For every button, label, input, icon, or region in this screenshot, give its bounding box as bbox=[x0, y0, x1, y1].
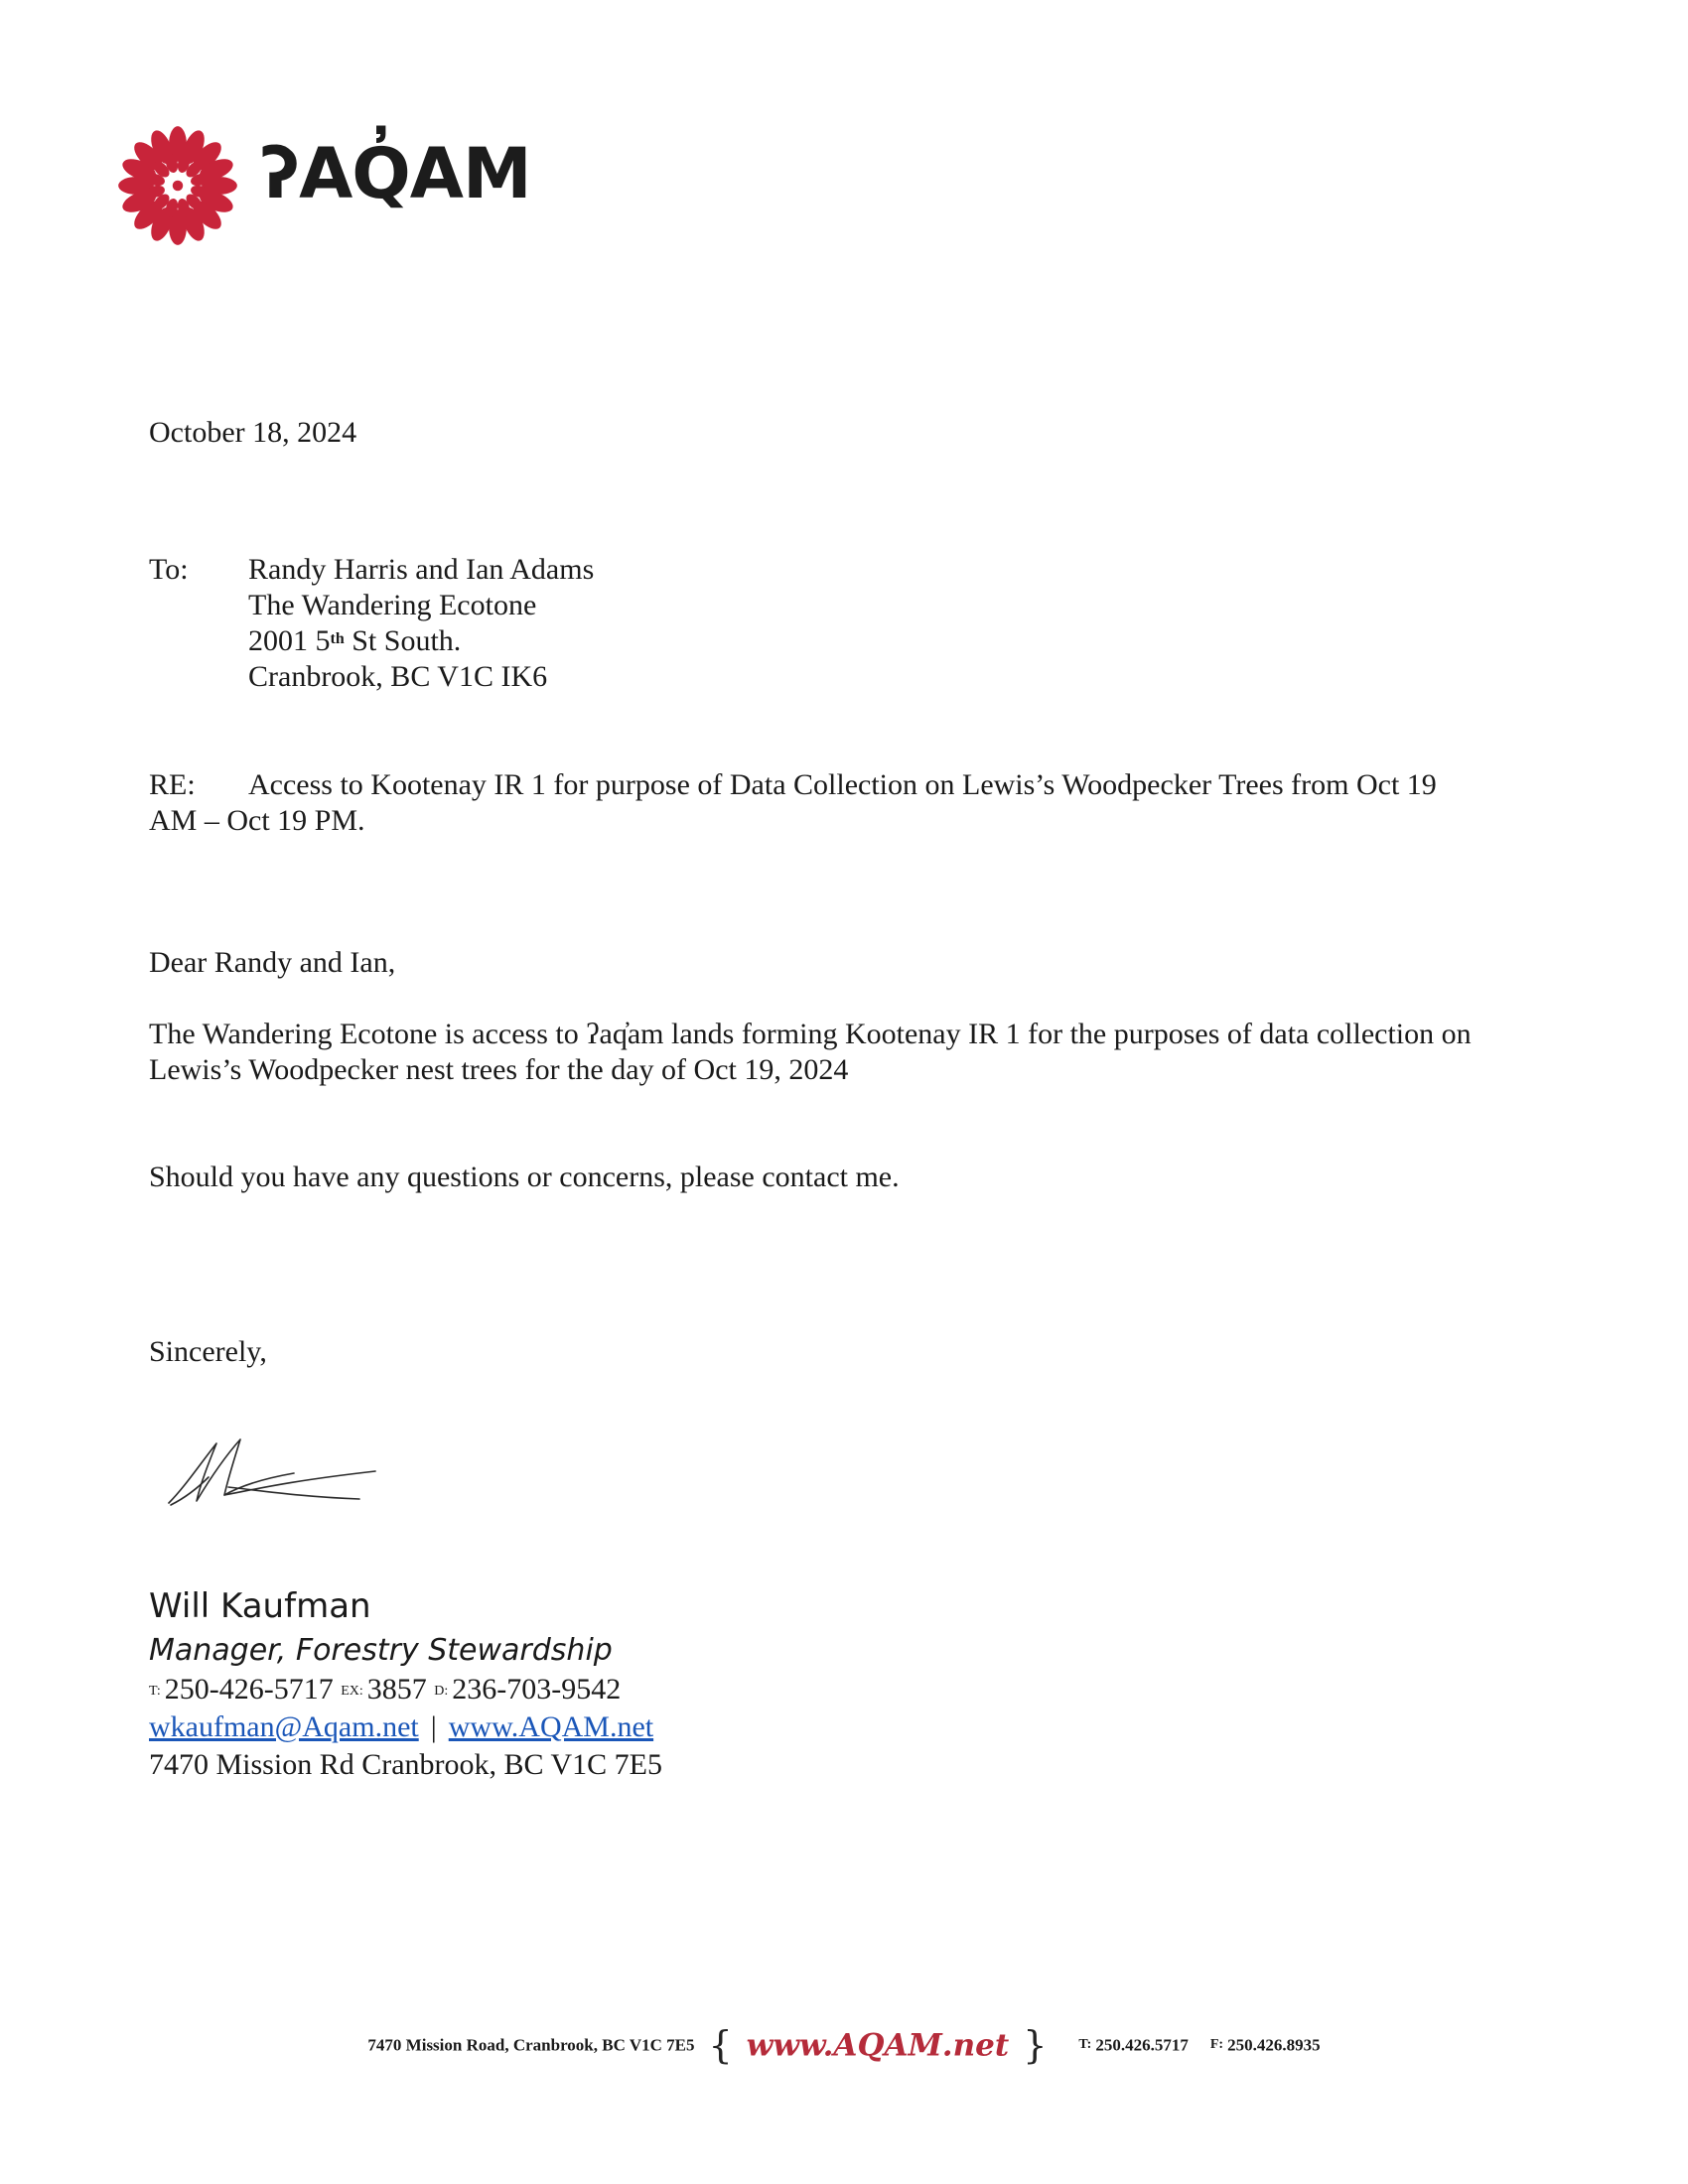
to-label: To: bbox=[149, 553, 189, 586]
email-link[interactable]: wkaufman@Aqam.net bbox=[149, 1710, 419, 1743]
recipient-address bbox=[248, 552, 594, 695]
signer-title: Manager, Forestry Stewardship bbox=[149, 1633, 613, 1668]
closing: Sincerely, bbox=[149, 1335, 267, 1368]
body-paragraph-2: Should you have any questions or concerns, please contact me. bbox=[149, 1160, 900, 1193]
phone-label: T: bbox=[149, 1684, 161, 1699]
signer-contact bbox=[149, 1709, 653, 1745]
footer-address: 7470 Mission Road, Cranbrook, BC V1C 7E5 bbox=[367, 2035, 695, 2055]
footer-website-link[interactable]: www.AQAM.net bbox=[746, 2027, 1010, 2064]
street-name: St South. bbox=[344, 624, 462, 657]
recipient-names: Randy Harris and Ian Adams bbox=[248, 553, 595, 586]
direct-label: D: bbox=[434, 1684, 449, 1699]
website-link[interactable]: www.AQAM.net bbox=[448, 1710, 654, 1743]
brand-wordmark: ʔAQ̓AM bbox=[260, 133, 531, 214]
aqam-flower-logo-icon bbox=[115, 123, 240, 248]
footer-phone-label: T: bbox=[1078, 2037, 1092, 2053]
direct-number[interactable]: 236-703-9542 bbox=[452, 1673, 622, 1706]
recipient-city: Cranbrook, BC V1C IK6 bbox=[248, 660, 548, 693]
handwritten-signature bbox=[165, 1430, 379, 1509]
signer-phones bbox=[149, 1672, 621, 1707]
signer-name: Will Kaufman bbox=[149, 1586, 371, 1626]
salutation: Dear Randy and Ian, bbox=[149, 946, 396, 979]
letterhead-footer bbox=[0, 2023, 1688, 2067]
body-paragraph-1: The Wandering Ecotone is access to ʔaq̓am lands forming Kootenay IR 1 for the purposes of data collection on Lewis’s Woodpecker nest trees for the day of Oct 19, 2024 bbox=[149, 1018, 1472, 1086]
subject-line-1 bbox=[149, 767, 1539, 803]
footer-fax-label: F: bbox=[1209, 2037, 1224, 2053]
contact-separator: | bbox=[430, 1710, 437, 1743]
recipient-street bbox=[248, 623, 594, 659]
subject-text: Access to Kootenay IR 1 for purpose of Data Collection on Lewis’s Woodpecker Trees from Oct 19 bbox=[248, 768, 1437, 801]
footer-brace-open: { bbox=[708, 2023, 733, 2068]
footer-brace-close: } bbox=[1023, 2023, 1048, 2068]
subject-line-2: AM – Oct 19 PM. bbox=[149, 804, 365, 837]
subject-block bbox=[149, 767, 1539, 839]
street-ordinal: th bbox=[330, 630, 345, 647]
signer-address: 7470 Mission Rd Cranbrook, BC V1C 7E5 bbox=[149, 1748, 662, 1781]
phone-number[interactable]: 250-426-5717 bbox=[164, 1673, 334, 1706]
footer-phone[interactable]: 250.426.5717 bbox=[1095, 2035, 1189, 2055]
footer-fax: 250.426.8935 bbox=[1227, 2035, 1321, 2055]
recipient-organization: The Wandering Ecotone bbox=[248, 589, 537, 621]
extension-label: EX: bbox=[341, 1684, 363, 1699]
extension-number: 3857 bbox=[366, 1673, 427, 1706]
letter-date: October 18, 2024 bbox=[149, 416, 357, 449]
re-label: RE: bbox=[149, 768, 196, 801]
street-number: 2001 5 bbox=[248, 624, 331, 657]
